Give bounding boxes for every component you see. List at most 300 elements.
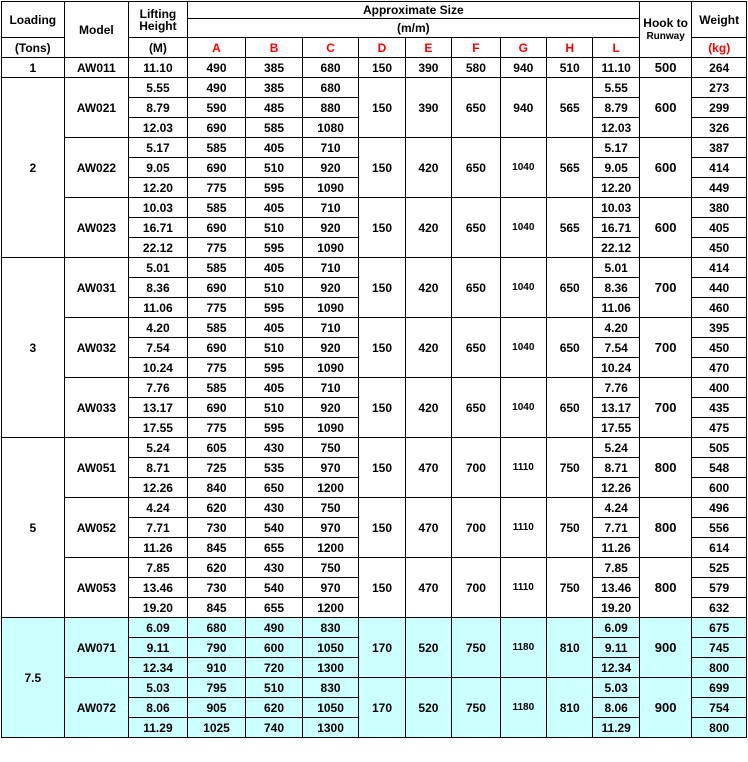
size-e-cell: 390 [405, 58, 451, 78]
weight-cell: 699 [692, 678, 747, 698]
size-l-cell: 12.20 [593, 178, 639, 198]
lifting-height-cell: 5.55 [129, 78, 188, 98]
weight-cell: 264 [692, 58, 747, 78]
size-l-cell: 11.29 [593, 718, 639, 738]
hoist-spec-table [1, 1, 747, 738]
lifting-height-cell: 13.17 [129, 398, 188, 418]
lifting-height-cell: 9.11 [129, 638, 188, 658]
hook-to-runway-cell: 700 [639, 318, 691, 378]
lifting-height-cell: 7.54 [129, 338, 188, 358]
size-e-cell: 420 [405, 258, 451, 318]
lifting-height-cell: 7.76 [129, 378, 188, 398]
loading-header: Loading [2, 2, 65, 38]
size-a-cell: 585 [187, 198, 246, 218]
table-row [2, 78, 747, 98]
size-b-cell: 595 [246, 178, 303, 198]
size-a-cell: 690 [187, 218, 246, 238]
size-c-cell: 710 [302, 258, 359, 278]
size-h-cell: 810 [547, 618, 593, 678]
model-cell: AW033 [64, 378, 129, 438]
size-c-cell: 970 [302, 518, 359, 538]
hook-to-runway-cell: 800 [639, 438, 691, 498]
col-g-header: G [500, 38, 546, 58]
lifting-height-cell: 5.03 [129, 678, 188, 698]
size-a-cell: 690 [187, 158, 246, 178]
model-cell: AW032 [64, 318, 129, 378]
table-row [2, 378, 747, 398]
size-e-cell: 420 [405, 198, 451, 258]
lifting-height-cell: 11.26 [129, 538, 188, 558]
col-b-header: B [246, 38, 303, 58]
size-f-cell: 700 [452, 498, 500, 558]
size-d-cell: 150 [359, 378, 405, 438]
size-d-cell: 150 [359, 558, 405, 618]
lifting-height-cell: 7.85 [129, 558, 188, 578]
size-l-cell: 6.09 [593, 618, 639, 638]
size-c-cell: 1090 [302, 238, 359, 258]
size-b-cell: 385 [246, 58, 303, 78]
lifting-height-cell: 10.03 [129, 198, 188, 218]
size-f-cell: 650 [452, 78, 500, 138]
model-cell: AW071 [64, 618, 129, 678]
table-row [2, 498, 747, 518]
size-e-cell: 470 [405, 438, 451, 498]
size-b-cell: 405 [246, 258, 303, 278]
size-l-cell: 13.17 [593, 398, 639, 418]
lifting-height-cell: 9.05 [129, 158, 188, 178]
size-b-cell: 510 [246, 278, 303, 298]
size-g-cell: 1040 [500, 378, 546, 438]
size-f-cell: 700 [452, 438, 500, 498]
size-g-cell: 1110 [500, 498, 546, 558]
hook-to-runway-cell: 700 [639, 258, 691, 318]
size-l-cell: 12.34 [593, 658, 639, 678]
size-b-cell: 535 [246, 458, 303, 478]
loading-cell: 5 [2, 438, 65, 618]
lifting-height-cell: 11.10 [129, 58, 188, 78]
size-g-cell: 1110 [500, 438, 546, 498]
size-e-cell: 420 [405, 378, 451, 438]
lifting-height-cell: 17.55 [129, 418, 188, 438]
size-a-cell: 775 [187, 418, 246, 438]
model-cell: AW072 [64, 678, 129, 738]
lifting-height-cell: 10.24 [129, 358, 188, 378]
size-g-cell: 1040 [500, 198, 546, 258]
lifting-height-header: Lifting Height [129, 2, 188, 38]
size-g-cell: 1040 [500, 258, 546, 318]
size-a-cell: 585 [187, 318, 246, 338]
hook-to-runway-cell: 500 [639, 58, 691, 78]
weight-cell: 405 [692, 218, 747, 238]
weight-cell: 435 [692, 398, 747, 418]
size-l-cell: 11.10 [593, 58, 639, 78]
size-a-cell: 725 [187, 458, 246, 478]
size-c-cell: 1300 [302, 718, 359, 738]
size-h-cell: 565 [547, 78, 593, 138]
lifting-height-cell: 6.09 [129, 618, 188, 638]
size-l-cell: 8.36 [593, 278, 639, 298]
size-c-cell: 710 [302, 378, 359, 398]
weight-header: Weight [692, 2, 747, 38]
size-c-cell: 920 [302, 398, 359, 418]
hook-to-runway-cell: 600 [639, 78, 691, 138]
size-l-cell: 16.71 [593, 218, 639, 238]
model-cell: AW052 [64, 498, 129, 558]
size-a-cell: 845 [187, 538, 246, 558]
model-cell: AW011 [64, 58, 129, 78]
weight-cell: 414 [692, 258, 747, 278]
weight-unit: (kg) [692, 38, 747, 58]
size-a-cell: 910 [187, 658, 246, 678]
size-a-cell: 790 [187, 638, 246, 658]
model-cell: AW053 [64, 558, 129, 618]
size-l-cell: 17.55 [593, 418, 639, 438]
model-cell: AW023 [64, 198, 129, 258]
size-a-cell: 620 [187, 498, 246, 518]
hook-to-runway-cell: 600 [639, 138, 691, 198]
size-e-cell: 520 [405, 678, 451, 738]
size-c-cell: 750 [302, 438, 359, 458]
lifting-height-cell: 8.79 [129, 98, 188, 118]
size-b-cell: 655 [246, 538, 303, 558]
size-a-cell: 690 [187, 398, 246, 418]
hook-to-runway-cell: 900 [639, 678, 691, 738]
size-h-cell: 750 [547, 498, 593, 558]
lifting-height-cell: 4.24 [129, 498, 188, 518]
size-b-cell: 385 [246, 78, 303, 98]
weight-cell: 440 [692, 278, 747, 298]
weight-cell: 460 [692, 298, 747, 318]
size-h-cell: 510 [547, 58, 593, 78]
lifting-height-cell: 16.71 [129, 218, 188, 238]
lifting-height-cell: 12.34 [129, 658, 188, 678]
weight-cell: 548 [692, 458, 747, 478]
size-l-cell: 7.54 [593, 338, 639, 358]
table-row [2, 438, 747, 458]
weight-cell: 600 [692, 478, 747, 498]
size-a-cell: 620 [187, 558, 246, 578]
size-b-cell: 510 [246, 678, 303, 698]
size-e-cell: 420 [405, 318, 451, 378]
size-c-cell: 830 [302, 678, 359, 698]
lifting-height-cell: 12.20 [129, 178, 188, 198]
size-c-cell: 1200 [302, 598, 359, 618]
size-f-cell: 750 [452, 618, 500, 678]
size-a-cell: 605 [187, 438, 246, 458]
size-l-cell: 7.76 [593, 378, 639, 398]
weight-cell: 414 [692, 158, 747, 178]
size-c-cell: 1080 [302, 118, 359, 138]
size-g-cell: 1180 [500, 678, 546, 738]
size-a-cell: 730 [187, 578, 246, 598]
lifting-height-cell: 11.29 [129, 718, 188, 738]
size-h-cell: 750 [547, 558, 593, 618]
size-b-cell: 510 [246, 158, 303, 178]
hook-to-runway-header: Hook to Runway [639, 2, 691, 58]
weight-cell: 800 [692, 718, 747, 738]
size-h-cell: 650 [547, 318, 593, 378]
size-c-cell: 1090 [302, 298, 359, 318]
lifting-height-unit: (M) [129, 38, 188, 58]
lifting-height-cell: 8.36 [129, 278, 188, 298]
size-b-cell: 405 [246, 138, 303, 158]
size-c-cell: 710 [302, 318, 359, 338]
size-b-cell: 585 [246, 118, 303, 138]
table-row [2, 318, 747, 338]
col-f-header: F [452, 38, 500, 58]
lifting-height-cell: 5.01 [129, 258, 188, 278]
size-b-cell: 510 [246, 338, 303, 358]
size-l-cell: 9.05 [593, 158, 639, 178]
size-c-cell: 1300 [302, 658, 359, 678]
weight-cell: 614 [692, 538, 747, 558]
size-l-cell: 13.46 [593, 578, 639, 598]
size-l-cell: 11.06 [593, 298, 639, 318]
size-c-cell: 1200 [302, 478, 359, 498]
size-d-cell: 170 [359, 618, 405, 678]
col-h-header: H [547, 38, 593, 58]
size-f-cell: 650 [452, 378, 500, 438]
size-l-cell: 10.03 [593, 198, 639, 218]
size-c-cell: 920 [302, 278, 359, 298]
size-l-cell: 11.26 [593, 538, 639, 558]
size-b-cell: 540 [246, 518, 303, 538]
size-b-cell: 405 [246, 378, 303, 398]
weight-cell: 450 [692, 338, 747, 358]
lifting-height-cell: 8.06 [129, 698, 188, 718]
size-g-cell: 1040 [500, 138, 546, 198]
size-b-cell: 595 [246, 358, 303, 378]
size-l-cell: 5.03 [593, 678, 639, 698]
weight-cell: 632 [692, 598, 747, 618]
size-a-cell: 690 [187, 118, 246, 138]
table-row [2, 618, 747, 638]
size-b-cell: 595 [246, 418, 303, 438]
size-a-cell: 590 [187, 98, 246, 118]
size-e-cell: 470 [405, 558, 451, 618]
weight-cell: 450 [692, 238, 747, 258]
size-b-cell: 405 [246, 318, 303, 338]
size-b-cell: 405 [246, 198, 303, 218]
size-a-cell: 775 [187, 298, 246, 318]
size-g-cell: 940 [500, 78, 546, 138]
size-d-cell: 150 [359, 438, 405, 498]
loading-cell: 3 [2, 258, 65, 438]
size-f-cell: 650 [452, 318, 500, 378]
weight-cell: 556 [692, 518, 747, 538]
size-l-cell: 5.55 [593, 78, 639, 98]
weight-cell: 505 [692, 438, 747, 458]
weight-cell: 475 [692, 418, 747, 438]
spec-table-body [2, 58, 747, 738]
hook-to-runway-cell: 700 [639, 378, 691, 438]
lifting-height-cell: 22.12 [129, 238, 188, 258]
approximate-size-unit: (m/m) [187, 19, 639, 38]
col-e-header: E [405, 38, 451, 58]
size-e-cell: 470 [405, 498, 451, 558]
size-d-cell: 150 [359, 78, 405, 138]
size-b-cell: 740 [246, 718, 303, 738]
model-cell: AW031 [64, 258, 129, 318]
loading-unit: (Tons) [2, 38, 65, 58]
size-b-cell: 600 [246, 638, 303, 658]
size-l-cell: 7.85 [593, 558, 639, 578]
size-c-cell: 680 [302, 58, 359, 78]
size-a-cell: 845 [187, 598, 246, 618]
hook-to-runway-cell: 900 [639, 618, 691, 678]
weight-cell: 470 [692, 358, 747, 378]
model-header: Model [64, 2, 129, 58]
header-row-1 [2, 2, 747, 19]
size-a-cell: 795 [187, 678, 246, 698]
weight-cell: 525 [692, 558, 747, 578]
size-d-cell: 150 [359, 198, 405, 258]
size-e-cell: 520 [405, 618, 451, 678]
lifting-height-cell: 4.20 [129, 318, 188, 338]
table-row [2, 58, 747, 78]
size-g-cell: 1040 [500, 318, 546, 378]
size-c-cell: 830 [302, 618, 359, 638]
model-cell: AW051 [64, 438, 129, 498]
size-c-cell: 880 [302, 98, 359, 118]
size-c-cell: 970 [302, 458, 359, 478]
size-h-cell: 650 [547, 378, 593, 438]
lifting-height-cell: 5.17 [129, 138, 188, 158]
size-l-cell: 12.03 [593, 118, 639, 138]
size-l-cell: 10.24 [593, 358, 639, 378]
size-d-cell: 150 [359, 258, 405, 318]
weight-cell: 745 [692, 638, 747, 658]
size-f-cell: 650 [452, 258, 500, 318]
size-b-cell: 650 [246, 478, 303, 498]
size-b-cell: 720 [246, 658, 303, 678]
hook-to-runway-cell: 600 [639, 198, 691, 258]
size-a-cell: 680 [187, 618, 246, 638]
col-d-header: D [359, 38, 405, 58]
size-b-cell: 430 [246, 438, 303, 458]
size-h-cell: 750 [547, 438, 593, 498]
size-c-cell: 750 [302, 558, 359, 578]
size-l-cell: 8.06 [593, 698, 639, 718]
size-l-cell: 19.20 [593, 598, 639, 618]
lifting-height-cell: 11.06 [129, 298, 188, 318]
size-a-cell: 490 [187, 78, 246, 98]
size-e-cell: 420 [405, 138, 451, 198]
hook-to-runway-cell: 800 [639, 498, 691, 558]
size-d-cell: 150 [359, 498, 405, 558]
size-c-cell: 970 [302, 578, 359, 598]
size-f-cell: 650 [452, 198, 500, 258]
table-row [2, 198, 747, 218]
size-h-cell: 565 [547, 138, 593, 198]
lifting-height-cell: 5.24 [129, 438, 188, 458]
size-b-cell: 655 [246, 598, 303, 618]
size-l-cell: 8.79 [593, 98, 639, 118]
size-a-cell: 585 [187, 258, 246, 278]
size-a-cell: 775 [187, 178, 246, 198]
size-c-cell: 1200 [302, 538, 359, 558]
size-f-cell: 700 [452, 558, 500, 618]
size-a-cell: 585 [187, 378, 246, 398]
size-c-cell: 1090 [302, 178, 359, 198]
weight-cell: 387 [692, 138, 747, 158]
size-l-cell: 5.01 [593, 258, 639, 278]
size-c-cell: 1090 [302, 418, 359, 438]
size-a-cell: 690 [187, 338, 246, 358]
weight-cell: 496 [692, 498, 747, 518]
weight-cell: 800 [692, 658, 747, 678]
size-h-cell: 650 [547, 258, 593, 318]
lifting-height-cell: 19.20 [129, 598, 188, 618]
size-a-cell: 690 [187, 278, 246, 298]
size-c-cell: 920 [302, 338, 359, 358]
size-b-cell: 595 [246, 238, 303, 258]
size-b-cell: 510 [246, 218, 303, 238]
size-f-cell: 650 [452, 138, 500, 198]
size-g-cell: 940 [500, 58, 546, 78]
model-cell: AW022 [64, 138, 129, 198]
size-a-cell: 775 [187, 238, 246, 258]
size-l-cell: 4.24 [593, 498, 639, 518]
table-row [2, 558, 747, 578]
size-a-cell: 730 [187, 518, 246, 538]
size-a-cell: 775 [187, 358, 246, 378]
size-b-cell: 485 [246, 98, 303, 118]
col-l-header: L [593, 38, 639, 58]
weight-cell: 449 [692, 178, 747, 198]
size-l-cell: 5.17 [593, 138, 639, 158]
size-a-cell: 840 [187, 478, 246, 498]
hook-to-runway-cell: 800 [639, 558, 691, 618]
weight-cell: 395 [692, 318, 747, 338]
size-c-cell: 920 [302, 158, 359, 178]
model-cell: AW021 [64, 78, 129, 138]
weight-cell: 299 [692, 98, 747, 118]
size-f-cell: 750 [452, 678, 500, 738]
size-a-cell: 490 [187, 58, 246, 78]
size-b-cell: 510 [246, 398, 303, 418]
size-l-cell: 9.11 [593, 638, 639, 658]
size-f-cell: 580 [452, 58, 500, 78]
size-d-cell: 150 [359, 138, 405, 198]
loading-cell: 7.5 [2, 618, 65, 738]
size-c-cell: 710 [302, 138, 359, 158]
col-a-header: A [187, 38, 246, 58]
size-e-cell: 390 [405, 78, 451, 138]
size-c-cell: 680 [302, 78, 359, 98]
size-a-cell: 905 [187, 698, 246, 718]
weight-cell: 326 [692, 118, 747, 138]
size-l-cell: 5.24 [593, 438, 639, 458]
size-c-cell: 920 [302, 218, 359, 238]
table-row [2, 138, 747, 158]
weight-cell: 400 [692, 378, 747, 398]
lifting-height-cell: 7.71 [129, 518, 188, 538]
loading-cell: 2 [2, 78, 65, 258]
weight-cell: 754 [692, 698, 747, 718]
size-h-cell: 810 [547, 678, 593, 738]
lifting-height-cell: 12.03 [129, 118, 188, 138]
lifting-height-cell: 8.71 [129, 458, 188, 478]
col-c-header: C [302, 38, 359, 58]
size-g-cell: 1180 [500, 618, 546, 678]
size-d-cell: 150 [359, 58, 405, 78]
size-c-cell: 1050 [302, 638, 359, 658]
size-d-cell: 170 [359, 678, 405, 738]
table-row [2, 678, 747, 698]
size-l-cell: 12.26 [593, 478, 639, 498]
size-l-cell: 22.12 [593, 238, 639, 258]
